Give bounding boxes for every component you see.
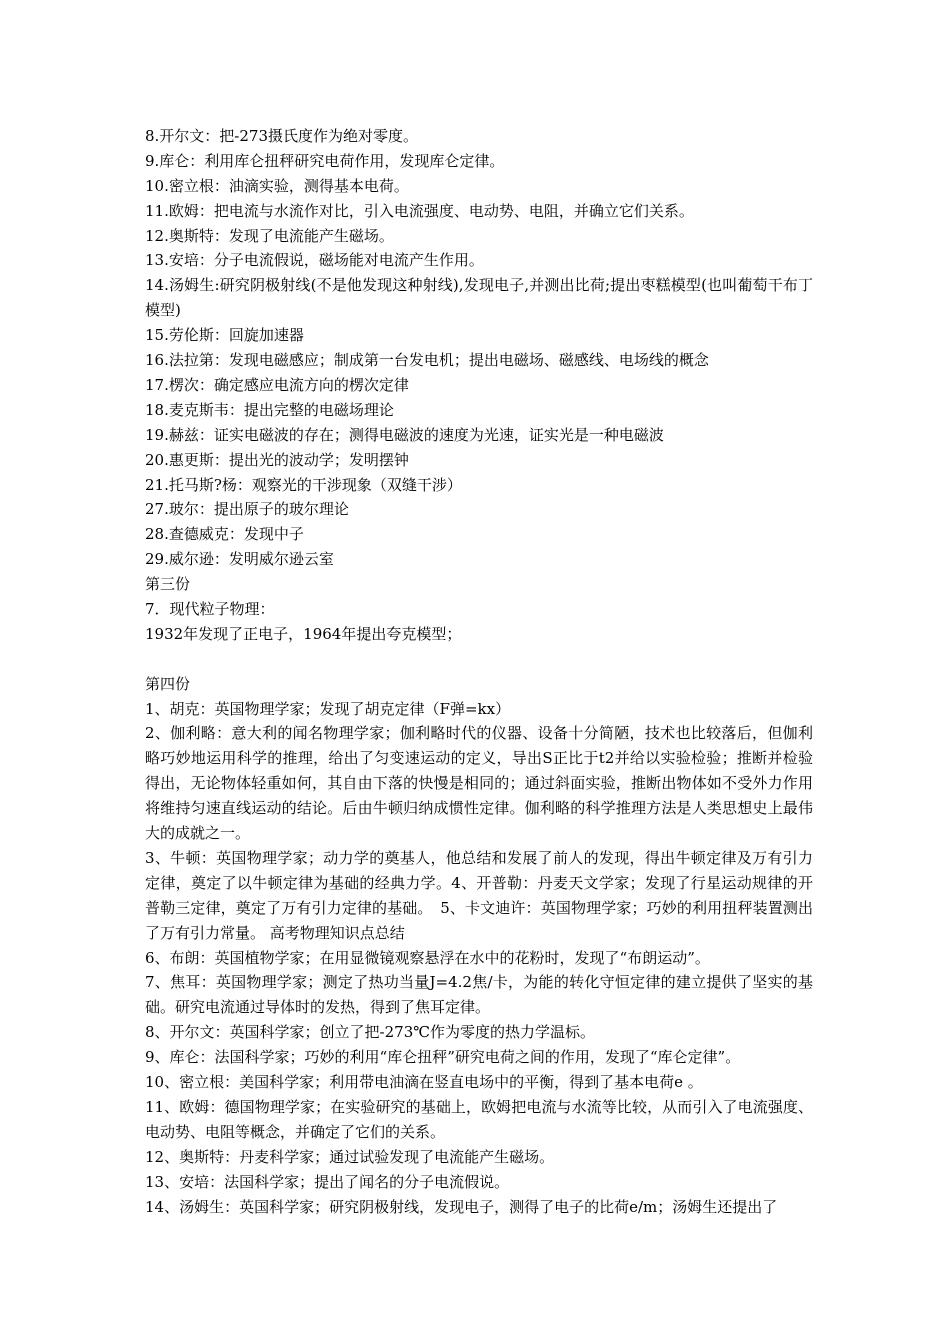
list-item: 16.法拉第：发现电磁感应；制成第一台发电机；提出电磁场、磁感线、电场线的概念 (145, 351, 709, 370)
list-item: 14.汤姆生:研究阴极射线(不是他发现这种射线),发现电子,并测出比荷;提出枣糕模型(也叫葡萄干布丁模型) (145, 276, 813, 320)
list-item: 12、奥斯特：丹麦科学家；通过试验发现了电流能产生磁场。 (145, 1147, 555, 1166)
list-item: 13.安培：分子电流假说，磁场能对电流产生作用。 (145, 251, 484, 270)
list-item: 1、胡克：英国物理学家；发现了胡克定律（F弹=kx） (145, 699, 511, 718)
list-item: 27.玻尔：提出原子的玻尔理论 (145, 500, 349, 519)
section-heading: 第四份 (145, 674, 191, 693)
list-item: 8.开尔文：把-273摄氏度作为绝对零度。 (145, 127, 419, 145)
list-item: 10、密立根：美国科学家；利用带电油滴在竖直电场中的平衡，得到了基本电荷e 。 (145, 1073, 703, 1092)
list-item: 9.库仑：利用库仑扭秤研究电荷作用，发现库仑定律。 (145, 151, 505, 170)
list-item: 11、欧姆：德国物理学家；在实验研究的基础上，欧姆把电流与水流等比较，从而引入了电流强度、电动势、电阻等概念，并确定了它们的关系。 (145, 1097, 813, 1141)
physicist-list-part-a (145, 124, 813, 572)
list-item: 28.查德威克：发现中子 (145, 525, 304, 544)
section-three (145, 572, 813, 647)
section-heading: 第三份 (145, 575, 191, 594)
list-item: 9、库仑：法国科学家；巧妙的利用“库仑扭秤”研究电荷之间的作用，发现了“库仑定律”。 (145, 1048, 741, 1067)
list-item: 15.劳伦斯：回旋加速器 (145, 326, 304, 345)
list-item: 10.密立根：油滴实验，测得基本电荷。 (145, 176, 409, 195)
list-item: 8、开尔文：英国科学家；创立了把-273℃作为零度的热力学温标。 (145, 1023, 596, 1042)
paragraph: 1932年发现了正电子，1964年提出夸克模型； (145, 624, 462, 643)
document-page (145, 124, 813, 1219)
list-item: 29.威尔逊：发明威尔逊云室 (145, 550, 334, 569)
list-item: 11.欧姆：把电流与水流作对比，引入电流强度、电动势、电阻，并确立它们关系。 (145, 201, 694, 220)
list-item: 17.楞次：确定感应电流方向的楞次定律 (145, 375, 409, 394)
list-item: 20.惠更斯：提出光的波动学；发明摆钟 (145, 450, 409, 469)
list-item: 13、安培：法国科学家；提出了闻名的分子电流假说。 (145, 1172, 510, 1191)
blank-line (145, 647, 813, 672)
section-subheading: 7．现代粒子物理： (145, 599, 275, 618)
list-item: 3、牛顿：英国物理学家；动力学的奠基人，他总结和发展了前人的发现，得出牛顿定律及万有引力定律，奠定了以牛顿定律为基础的经典力学。4、开普勒：丹麦天文学家；发现了行星运动规律的开普勒三定律，奠定了万有引力定律的基础。 5、卡文迪许：英国物理学家；巧妙的利用扭秤装置测出了万有引力常量。 高考物理知识点总结 (145, 848, 813, 942)
section-four (145, 672, 813, 1220)
list-item: 19.赫兹：证实电磁波的存在；测得电磁波的速度为光速，证实光是一种电磁波 (145, 425, 664, 444)
list-item: 14、汤姆生：英国科学家；研究阴极射线，发现电子，测得了电子的比荷e/m；汤姆生还提出了 (145, 1197, 778, 1216)
list-item: 12.奥斯特：发现了电流能产生磁场。 (145, 226, 394, 245)
list-item: 6、布朗：英国植物学家；在用显微镜观察悬浮在水中的花粉时，发现了“布朗运动”。 (145, 948, 710, 967)
list-item: 18.麦克斯韦：提出完整的电磁场理论 (145, 400, 394, 419)
list-item: 7、焦耳：英国物理学家；测定了热功当量J=4.2焦/卡，为能的转化守恒定律的建立提供了坚实的基础。研究电流通过导体时的发热，得到了焦耳定律。 (145, 973, 813, 1017)
list-item: 2、伽利略：意大利的闻名物理学家；伽利略时代的仪器、设备十分简陋，技术也比较落后，但伽利略巧妙地运用科学的推理，给出了匀变速运动的定义，导出S正比于t2并给以实验检验；推断并检验得出，无论物体轻重如何，其自由下落的快慢是相同的；通过斜面实验，推断出物体如不受外力作用将维持匀速直线运动的结论。后由牛顿归纳成惯性定律。伽利略的科学推理方法是人类思想史上最伟大的成就之一。 (145, 724, 813, 843)
list-item: 21.托马斯?杨：观察光的干涉现象（双缝干涉） (145, 475, 462, 494)
